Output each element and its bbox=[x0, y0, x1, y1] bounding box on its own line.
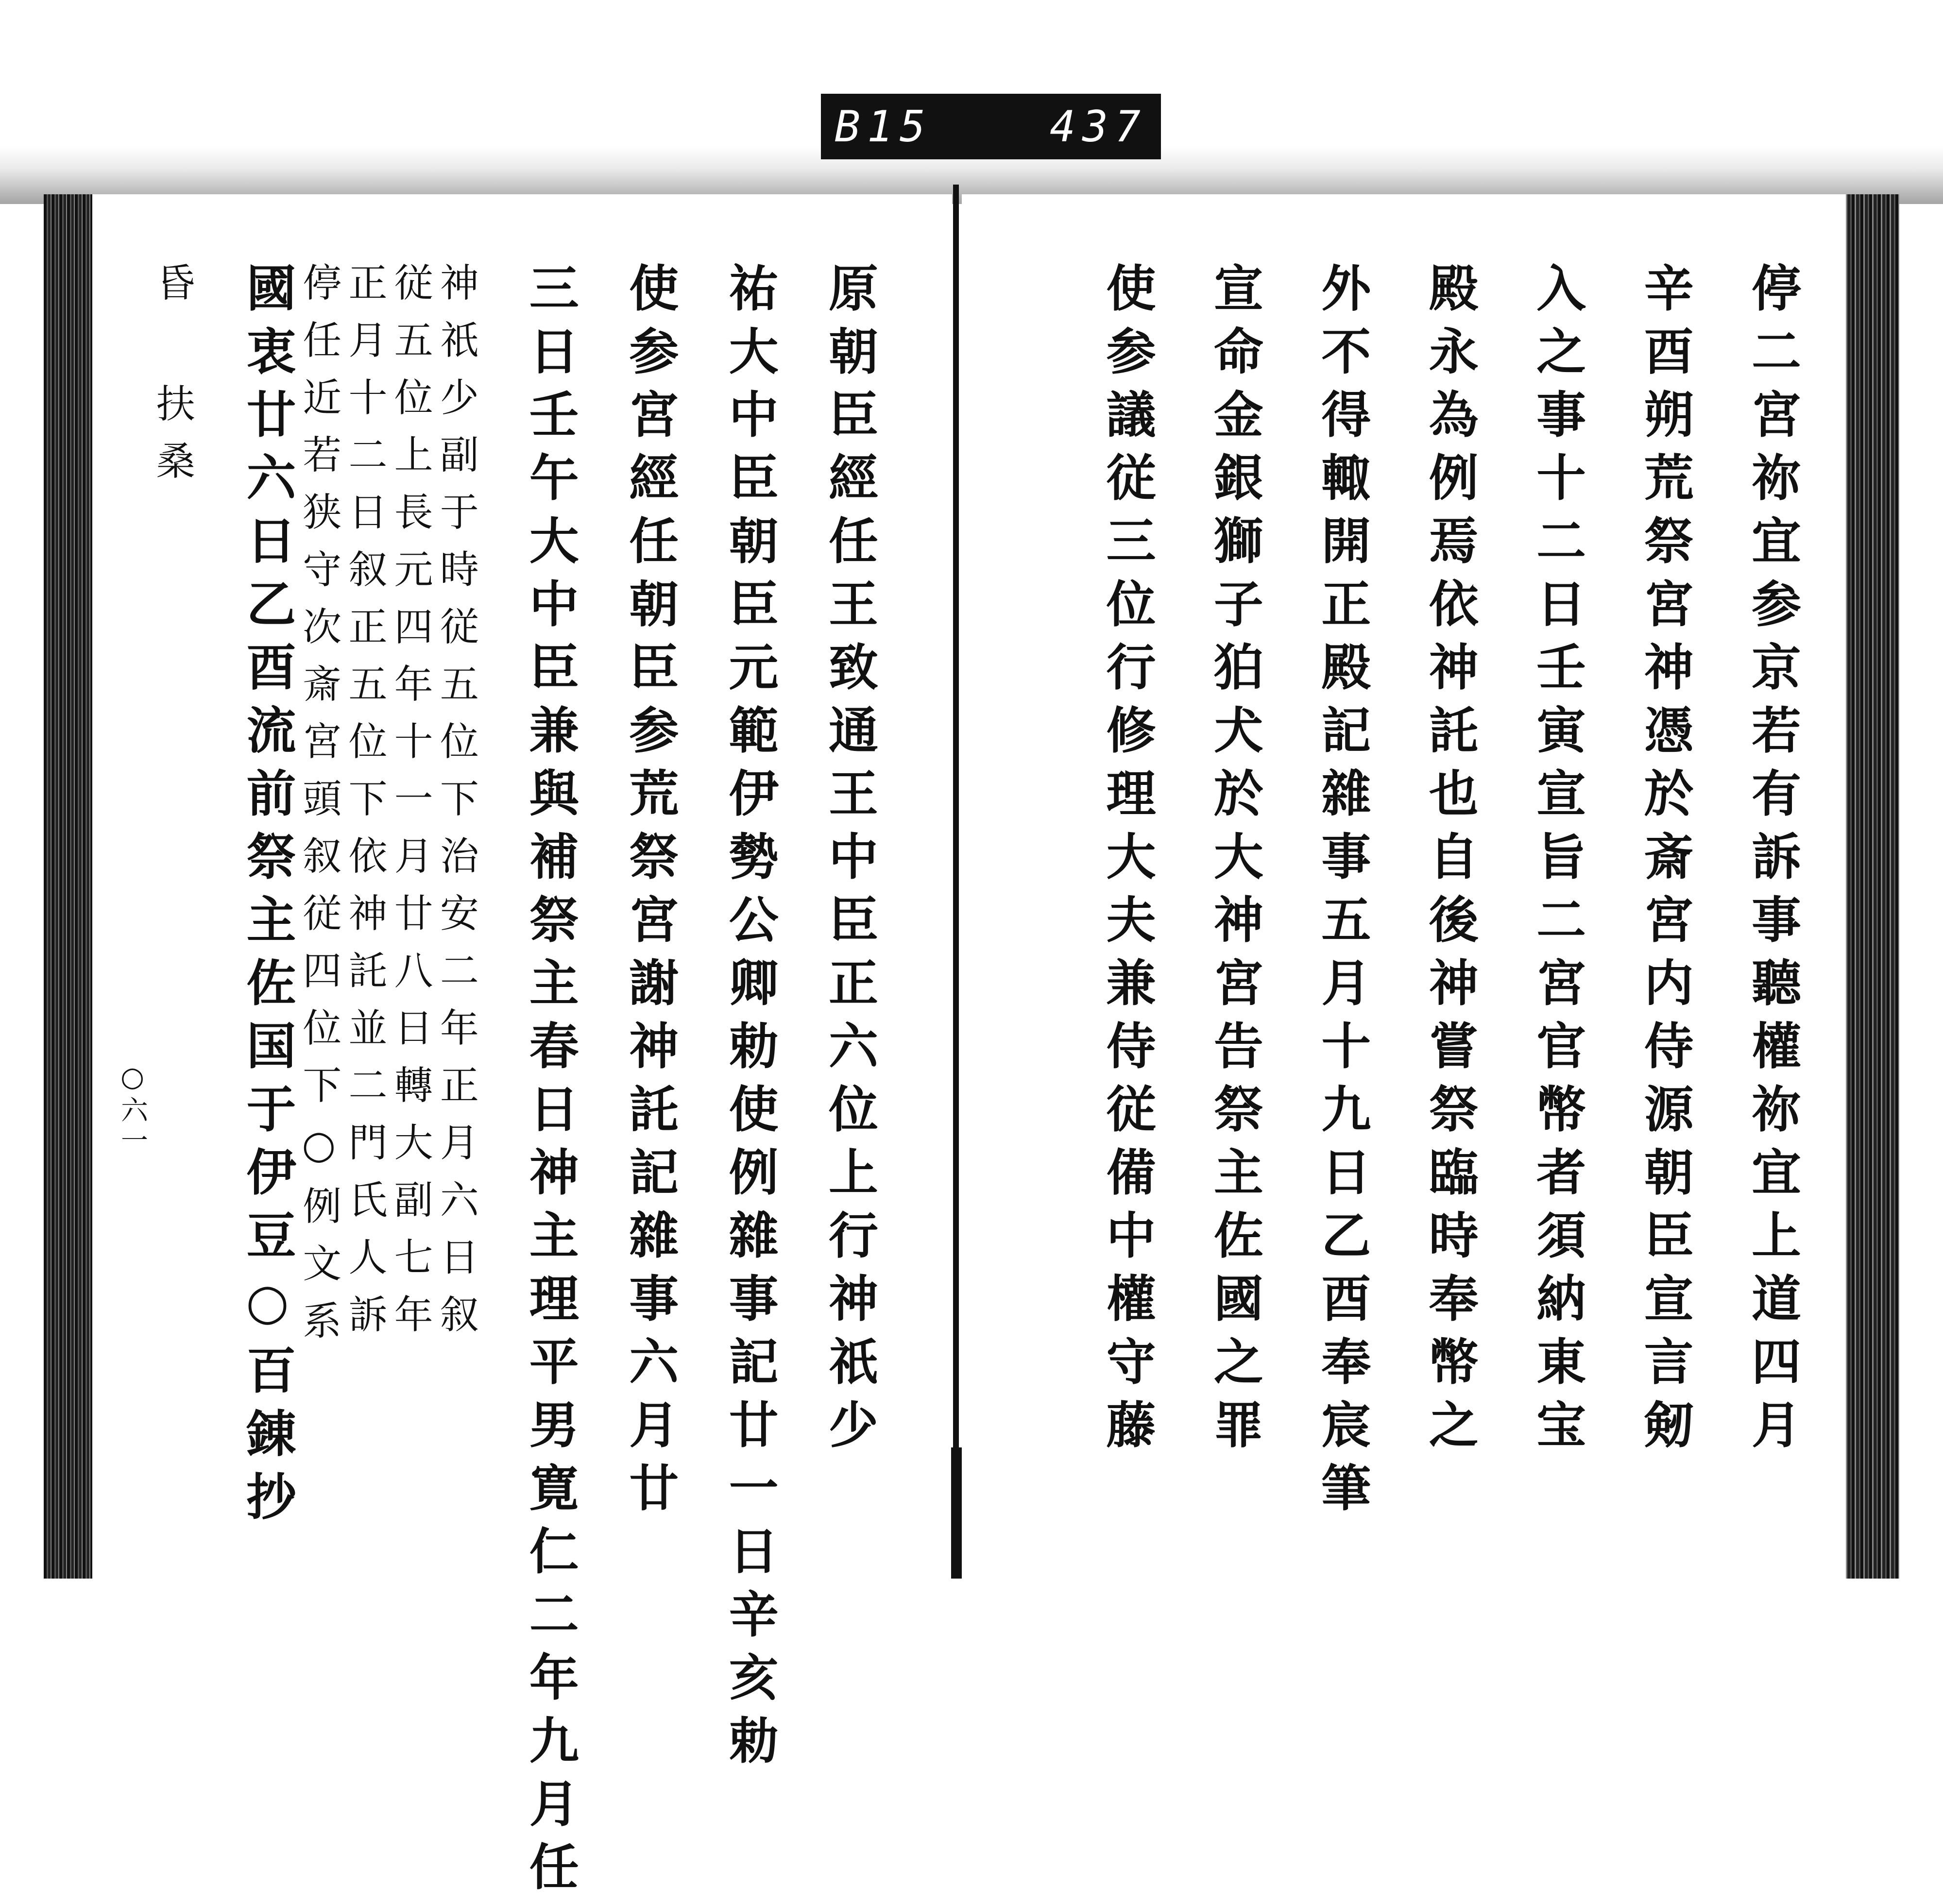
book-gutter bbox=[953, 185, 959, 1579]
text-column: 使参宮經任朝臣参荒祭宮謝神託記雜事六月廿 bbox=[621, 262, 680, 1525]
text-column-small: 停任近若狭守次斎宮頭叙従四位下○例文系 bbox=[296, 262, 341, 1358]
text-column-small: 昏 扶桑 bbox=[150, 262, 195, 498]
left-page-text bbox=[146, 262, 879, 1904]
archive-id-label bbox=[821, 94, 1161, 159]
archive-id-right: 437 bbox=[1050, 102, 1147, 152]
text-column: 宣命金銀獅子狛犬於大神宮告祭主佐國之罪 bbox=[1205, 262, 1264, 1462]
text-column: 三日壬午大中臣兼與補祭主春日神主理平男寛仁二年九月任 bbox=[521, 262, 579, 1904]
text-column: 外不得輙開正殿記雜事五月十九日乙酉奉宸筆 bbox=[1313, 262, 1372, 1525]
text-column: 辛酉朔荒祭宮神憑於斎宮内侍源朝臣宣言剱 bbox=[1636, 262, 1694, 1462]
gutter-tab bbox=[951, 1447, 962, 1579]
text-column: 原朝臣經任王致通王中臣正六位上行神祇少 bbox=[820, 262, 879, 1462]
page-number: ○六一 bbox=[117, 1061, 148, 1156]
archive-id-left: B15 bbox=[835, 102, 932, 152]
text-column: 入之事十二日壬寅宣旨二宮官幣者須納東宝 bbox=[1528, 262, 1587, 1462]
left-page-edge bbox=[44, 194, 92, 1579]
text-column: 國衷廿六日乙酉流前祭主佐国于伊豆○百錬抄 bbox=[238, 262, 297, 1534]
text-column-small: 神祇少副于時従五位下治安二年正月六日叙 bbox=[433, 262, 479, 1351]
text-column-small: 従五位上長元四年十一月廿八日轉大副七年 bbox=[388, 262, 433, 1351]
text-column: 祐大中臣朝臣元範伊勢公卿勅使例雜事記廿一日辛亥勅 bbox=[720, 262, 779, 1778]
text-column-small: 正月十二日叙正五位下依神託並二門氏人訴 bbox=[341, 262, 387, 1351]
text-column: 使参議従三位行修理大夫兼侍従備中權守藤 bbox=[1098, 262, 1157, 1462]
right-page-text bbox=[1044, 262, 1802, 1647]
right-page-edge bbox=[1846, 194, 1899, 1579]
text-column: 殿永為例焉依神託也自後神嘗祭臨時奉幣之 bbox=[1420, 262, 1479, 1462]
text-column: 停二宮祢宜参京若有訴事聽權祢宜上道四月 bbox=[1743, 262, 1802, 1462]
